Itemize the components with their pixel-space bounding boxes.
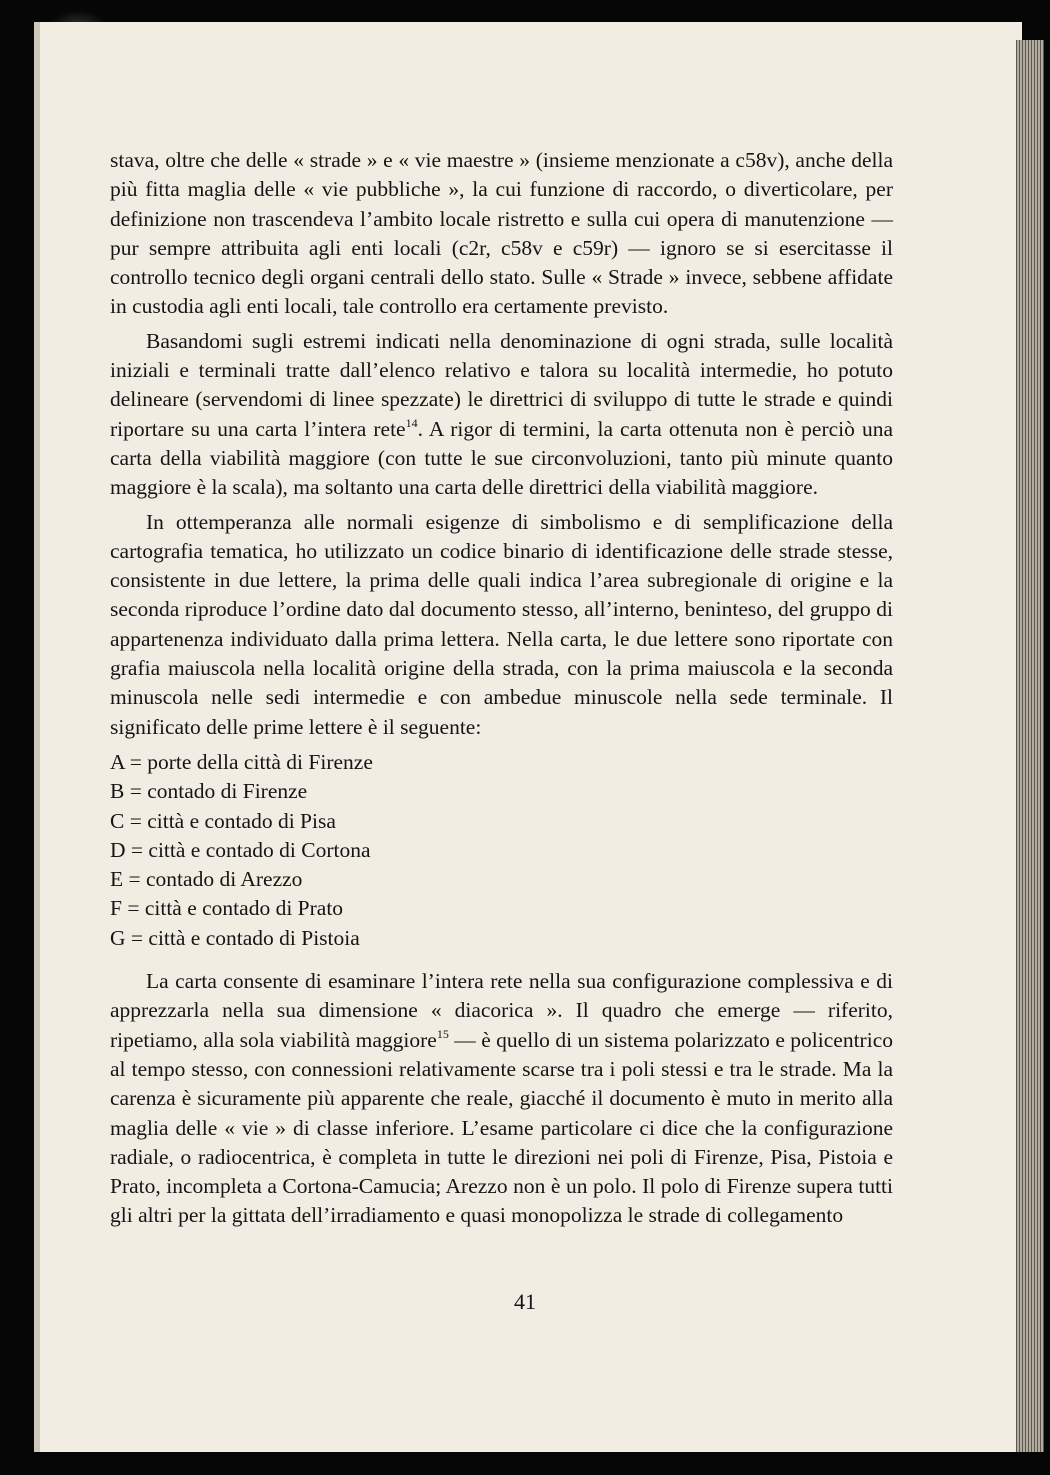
letter-code-legend <box>110 748 893 953</box>
paragraph-2 <box>110 327 893 503</box>
paragraph-3: In ottemperanza alle normali esigenze di simbolismo e di semplificazione della cartografia tematica, ho utilizzato un codice binario di identificazione delle strade stesse, consistente in due lettere, la prima delle quali indica l’area subregionale di origine e la seconda riproduce l’ordine dato dal documento stesso, all’interno, beninteso, del gruppo di appartenenza individuato dalla prima lettera. Nella carta, le due lettere sono riportate con grafia maiuscola nella località origine della strada, con la prima maiuscola e la seconda minuscola nelle sedi intermedie e con ambedue minuscole nella sede terminale. Il significato delle prime lettere è il seguente: <box>110 509 893 739</box>
legend-item-a: A = porte della città di Firenze <box>110 749 373 774</box>
legend-item-g: G = città e contado di Pistoia <box>110 925 360 950</box>
footnote-ref-14: 14 <box>405 415 418 430</box>
legend-item-c: C = città e contado di Pisa <box>110 808 336 833</box>
legend-item-f: F = città e contado di Prato <box>110 896 344 921</box>
footnote-ref-15: 15 <box>436 1026 449 1041</box>
page-stack-edge <box>1016 40 1044 1452</box>
paragraph-4 <box>110 967 893 1231</box>
legend-item-e: E = contado di Arezzo <box>110 867 303 892</box>
legend-item-d: D = città e contado di Cortona <box>110 837 371 862</box>
paragraph-2-text-cont: . A rigor di termini, la carta ottenuta non è perciò una carta della viabilità maggiore (con tutte le sue circonvoluzioni, tanto più minute quanto maggiore è la scala), ma soltanto una carta delle direttrici della viabilità maggiore. <box>110 416 893 500</box>
paragraph-1: stava, oltre che delle « strade » e « vie maestre » (insieme menzionate a c58v), anche della più fitta maglia delle « vie pubbliche », la cui funzione di raccordo, o diverticolare, per definizione non trascendeva l’ambito locale ristretto e sulla cui opera di manutenzione — pur sempre attribuita agli enti locali (c2r, c58v e c59r) — ignoro se si esercitasse il controllo tecnico degli organi centrali dello stato. Sulle « Strade » invece, sebbene affidate in custodia agli enti locali, tale controllo era certamente previsto. <box>110 148 893 319</box>
paragraph-4-text: La carta consente di esaminare l’intera rete nella sua configurazione complessiva e di apprezzarla nella sua dimensione « diacorica ». Il quadro che emerge — riferito, ripetiamo, alla sola viabilità maggiore <box>110 969 893 1052</box>
page-number: 41 <box>514 1289 536 1314</box>
paragraph-2-text: Basandomi sugli estremi indicati nella denominazione di ogni strada, sulle località iniziali e terminali tratte dall’elenco relativo e talora su località intermedie, ho potuto delineare (servendomi di linee spezzate) le direttrici di sviluppo di tutte le strade e quindi riportare su una carta l’intera rete <box>110 328 893 441</box>
body-text <box>110 146 893 1231</box>
paragraph-4-text-cont: — è quello di un sistema polarizzato e policentrico al tempo stesso, con connessioni relativamente scarse tra i poli stessi e tra le strade. Ma la carenza è sicuramente più apparente che reale, giacché il documento è muto in merito alla maglia delle « vie » di classe inferiore. L’esame particolare ci dice che la configurazione radiale, o radiocentrica, è completa in tutte le direzioni nei poli di Firenze, Pisa, Pistoia e Prato, incompleta a Cortona-Camucia; Arezzo non è un polo. Il polo di Firenze supera tutti gli altri per la gittata dell’irradiamento e quasi monopolizza le strade di collegamento <box>110 1027 893 1228</box>
legend-item-b: B = contado di Firenze <box>110 779 308 804</box>
